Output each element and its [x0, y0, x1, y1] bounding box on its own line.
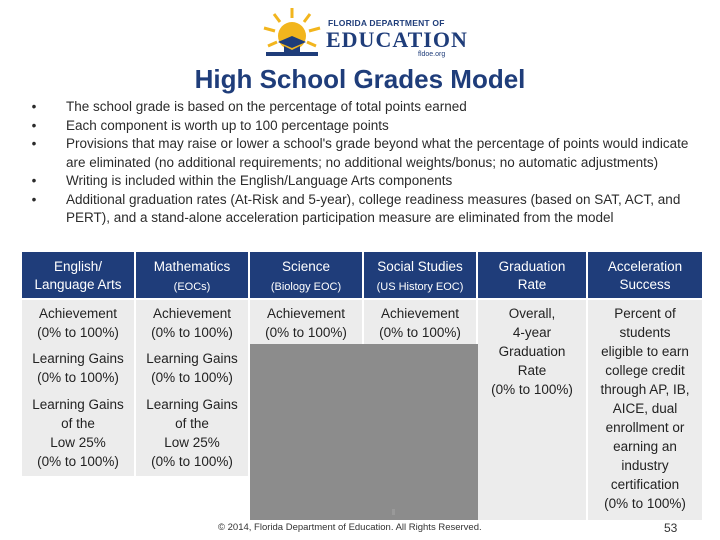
- empty-gray-block: [250, 344, 478, 520]
- slide-title: High School Grades Model: [194, 64, 526, 94]
- sun-logo-icon: [258, 6, 328, 62]
- bullet-item: • Additional graduation rates (At-Risk and 5-year), college readiness measures (based on SAT, ACT, and PERT), and a stand-alone acceleration participation measure are eliminated from the model: [31, 191, 681, 225]
- header-graduation-rate: Graduation Rate: [478, 252, 586, 298]
- fldoe-logo: [258, 6, 468, 62]
- page-number: 53: [664, 521, 678, 535]
- text-cursor-mark: [392, 509, 395, 515]
- header-social-studies: Social Studies (US History EOC): [364, 252, 476, 298]
- acceleration-success-cell: Percent of students eligible to earn college credit through AP, IB, AICE, dual enrollment or earning an industry certification (0% to 100%): [600, 306, 690, 511]
- logo-url: fldoe.org: [418, 51, 446, 58]
- english-learning-gains: Learning Gains (0% to 100%): [32, 351, 124, 385]
- math-learning-gains: Learning Gains (0% to 100%): [146, 351, 238, 385]
- science-achievement: Achievement (0% to 100%): [265, 306, 347, 340]
- social-studies-achievement: Achievement (0% to 100%): [379, 306, 461, 340]
- logo-top-text: FLORIDA DEPARTMENT OF: [328, 18, 445, 28]
- header-english: English/ Language Arts: [22, 252, 134, 298]
- bullet-item: • Provisions that may raise or lower a school's grade beyond what the percentage of points would indicate are eliminated (no additional requirements; no additional weights/bonus; no automatic adjustments): [31, 136, 689, 170]
- math-achievement: Achievement (0% to 100%): [151, 306, 233, 340]
- bullet-list: [28, 98, 708, 228]
- math-learning-gains-low25: Learning Gains of the Low 25% (0% to 100%): [146, 397, 238, 469]
- english-achievement: Achievement (0% to 100%): [37, 306, 119, 340]
- header-mathematics: Mathematics (EOCs): [136, 252, 248, 298]
- copyright-footer: © 2014, Florida Department of Education. All Rights Reserved.: [218, 522, 482, 533]
- english-learning-gains-low25: Learning Gains of the Low 25% (0% to 100%): [32, 397, 124, 469]
- graduation-rate-cell: Overall, 4-year Graduation Rate (0% to 100%): [491, 306, 573, 397]
- bullet-item: • Writing is included within the English/Language Arts components: [31, 173, 453, 188]
- header-science: Science (Biology EOC): [250, 252, 362, 298]
- bullet-item: • The school grade is based on the percentage of total points earned: [31, 99, 467, 114]
- header-acceleration: Acceleration Success: [588, 252, 702, 298]
- logo-main-text: EDUCATION: [326, 27, 468, 52]
- bullet-item: • Each component is worth up to 100 percentage points: [31, 117, 389, 133]
